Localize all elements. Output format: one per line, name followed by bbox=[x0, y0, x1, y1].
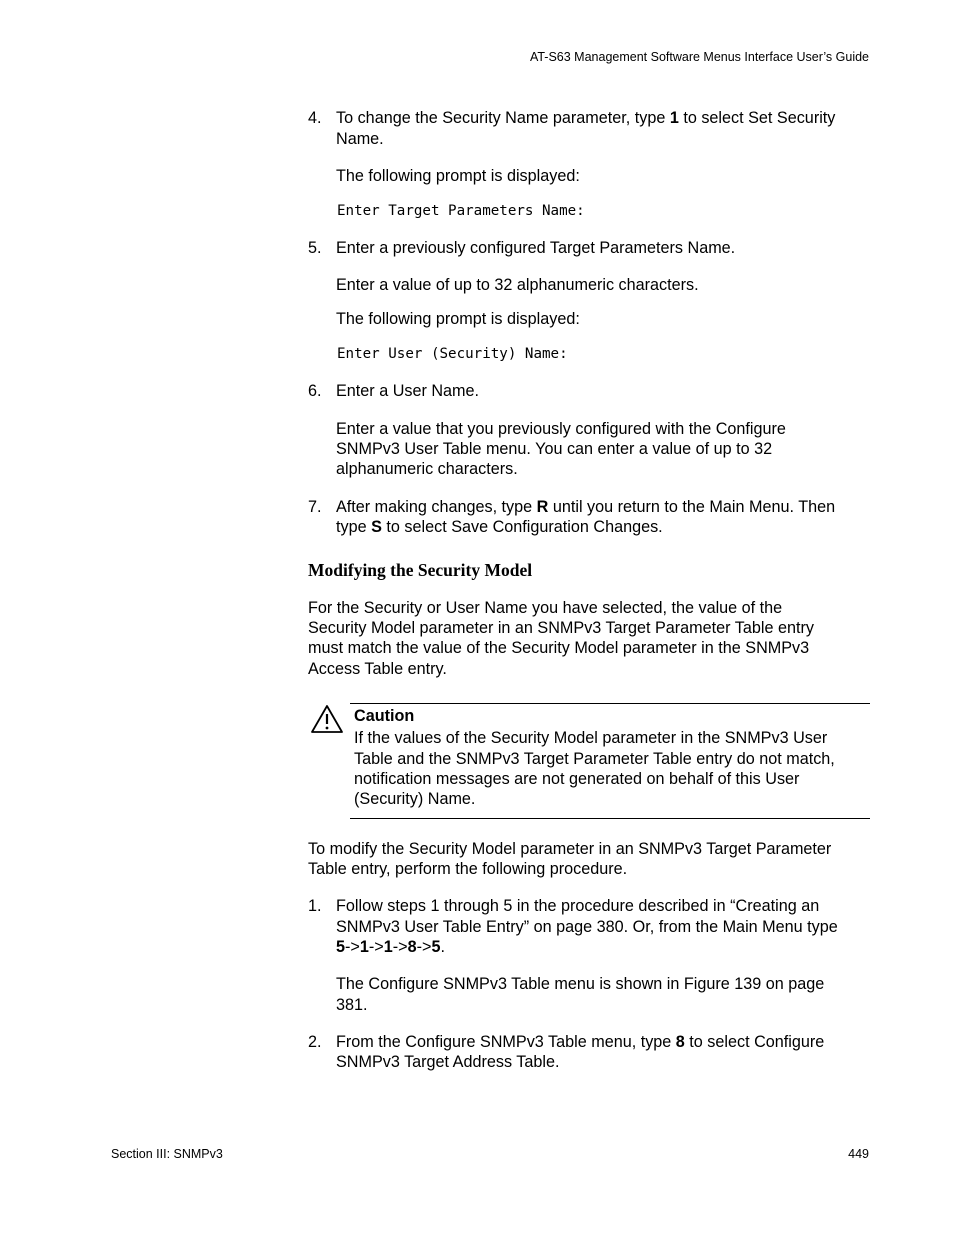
key-label: R bbox=[536, 498, 549, 516]
step-number: 5. bbox=[308, 239, 322, 257]
step-note-line: The Configure SNMPv3 Table menu is shown in Figure 139 on page bbox=[336, 975, 825, 993]
step-number: 7. bbox=[308, 498, 322, 516]
paragraph-line: Access Table entry. bbox=[308, 660, 447, 678]
step-number: 1. bbox=[308, 897, 322, 915]
paragraph-line: To modify the Security Model parameter in an SNMPv3 Target Parameter bbox=[308, 840, 832, 858]
step-text: Name. bbox=[336, 130, 384, 148]
code-prompt: Enter User (Security) Name: bbox=[337, 346, 568, 362]
key-label: 8 bbox=[675, 1033, 685, 1051]
step-text: SNMPv3 Target Address Table. bbox=[336, 1053, 560, 1071]
caution-bottom-rule bbox=[350, 818, 870, 819]
step-text: To change the Security Name parameter, type 1 to select Set Security bbox=[336, 109, 836, 127]
key-label: 1 bbox=[669, 109, 679, 127]
step-note-line: alphanumeric characters. bbox=[336, 460, 518, 478]
step-text: Enter a User Name. bbox=[336, 382, 480, 400]
step-text: Enter a previously configured Target Parameters Name. bbox=[336, 239, 736, 257]
prompt-intro: The following prompt is displayed: bbox=[336, 310, 580, 328]
step-text: From the Configure SNMPv3 Table menu, type 8 to select Configure bbox=[336, 1033, 825, 1051]
step-note-line: SNMPv3 User Table menu. You can enter a value of up to 32 bbox=[336, 440, 773, 458]
step-note-line: 381. bbox=[336, 996, 368, 1014]
paragraph-line: For the Security or User Name you have selected, the value of the bbox=[308, 599, 783, 617]
section-heading: Modifying the Security Model bbox=[308, 560, 533, 580]
page-number: 449 bbox=[848, 1147, 869, 1161]
caution-line: notification messages are not generated on behalf of this User bbox=[354, 770, 800, 788]
step-text: type S to select Save Configuration Changes. bbox=[336, 518, 663, 536]
step-number: 4. bbox=[308, 109, 322, 127]
menu-sequence: 5->1->1->8->5. bbox=[336, 938, 446, 956]
warning-triangle-icon bbox=[310, 704, 344, 734]
code-prompt: Enter Target Parameters Name: bbox=[337, 203, 585, 219]
step-number: 6. bbox=[308, 382, 322, 400]
running-header: AT-S63 Management Software Menus Interface User’s Guide bbox=[529, 50, 869, 64]
step-text: After making changes, type R until you return to the Main Menu. Then bbox=[336, 498, 836, 516]
caution-top-rule bbox=[350, 703, 870, 704]
paragraph-line: Security Model parameter in an SNMPv3 Target Parameter Table entry bbox=[308, 619, 814, 637]
caution-line: If the values of the Security Model parameter in the SNMPv3 User bbox=[354, 729, 828, 747]
paragraph-line: Table entry, perform the following procedure. bbox=[308, 860, 628, 878]
paragraph-line: must match the value of the Security Model parameter in the SNMPv3 bbox=[308, 639, 810, 657]
caution-line: Table and the SNMPv3 Target Parameter Table entry do not match, bbox=[354, 750, 835, 768]
step-text: SNMPv3 User Table Entry” on page 380. Or, from the Main Menu type bbox=[336, 918, 838, 936]
step-note-line: Enter a value that you previously configured with the Configure bbox=[336, 420, 786, 438]
footer-section: Section III: SNMPv3 bbox=[111, 1147, 223, 1161]
prompt-intro: The following prompt is displayed: bbox=[336, 167, 580, 185]
caution-line: (Security) Name. bbox=[354, 790, 476, 808]
step-note: Enter a value of up to 32 alphanumeric characters. bbox=[336, 276, 699, 294]
step-text: Follow steps 1 through 5 in the procedure described in “Creating an bbox=[336, 897, 820, 915]
caution-title: Caution bbox=[354, 707, 415, 725]
key-label: S bbox=[371, 518, 382, 536]
step-number: 2. bbox=[308, 1033, 322, 1051]
